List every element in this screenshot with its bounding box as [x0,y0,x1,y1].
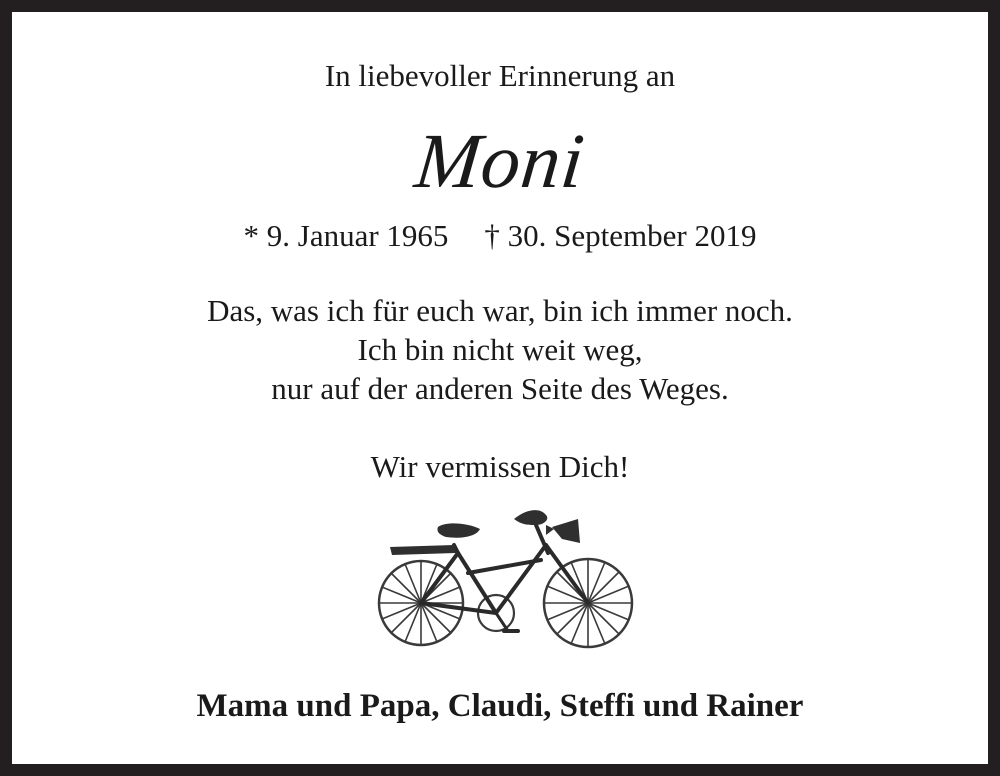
verse-line: nur auf der anderen Seite des Weges. [271,371,729,406]
bicycle-icon [376,505,638,657]
intro-text: In liebevoller Erinnerung an [324,58,676,93]
life-dates [0,216,1000,256]
verse-line: Das, was ich für euch war, bin ich immer noch. [207,293,793,328]
deceased-name: Moni [411,117,589,204]
verse-line: Ich bin nicht weit weg, [357,332,643,367]
signature: Mama und Papa, Claudi, Steffi und Rainer [196,688,804,724]
death-date: † 30. September 2019 [484,218,757,253]
verse [0,291,1000,408]
birth-date: * 9. Januar 1965 [243,218,449,253]
closing-text: Wir vermissen Dich! [370,449,630,484]
